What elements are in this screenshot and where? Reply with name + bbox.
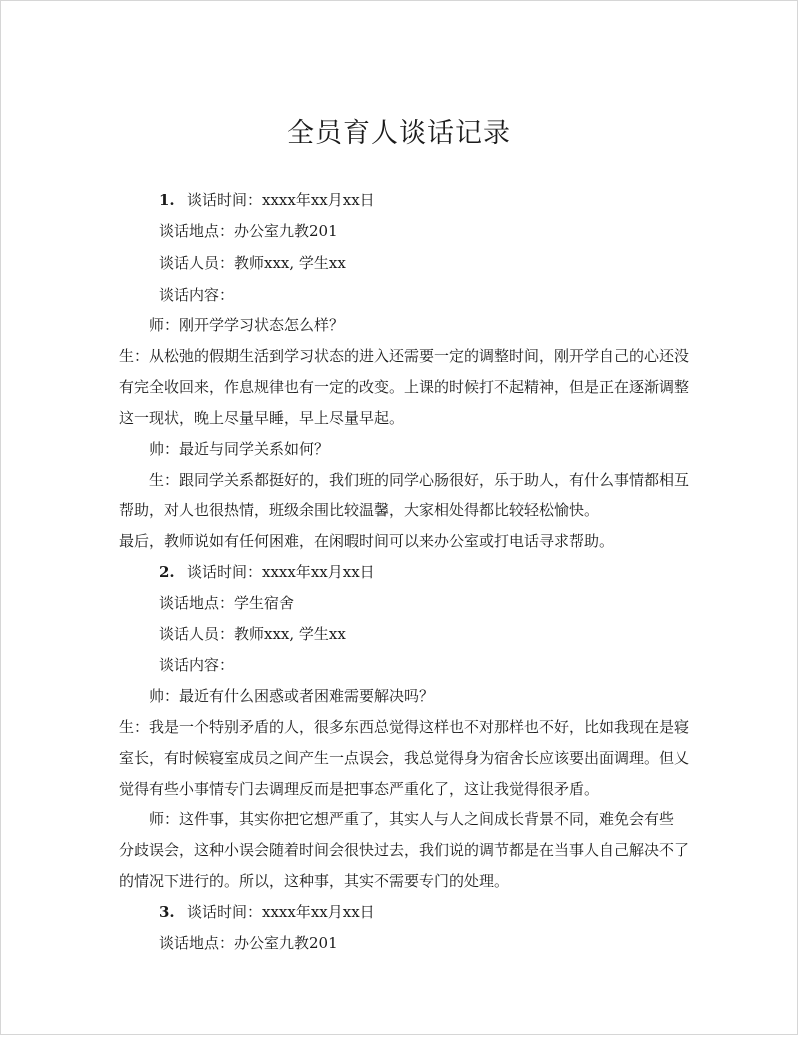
- document-title: 全员育人谈话记录: [287, 118, 511, 149]
- section-1-location: 谈话地点：办公室九教201: [159, 222, 338, 240]
- section-3-time: [159, 902, 375, 922]
- section-number: 2.: [159, 563, 175, 581]
- teacher-reply-line2: 分歧误会，这种小误会随着时间会很快过去，我们说的调节都是在当事人自己解决不了: [119, 841, 690, 859]
- line-text: 谈话时间：xxxx年xx月xx日: [187, 903, 375, 921]
- section-3-location: 谈话地点：办公室九教201: [159, 934, 338, 952]
- section-number: 3.: [159, 903, 175, 921]
- section-1-participants: 谈话人员：教师xxx, 学生xx: [159, 254, 346, 272]
- teacher-question-1: 师：刚开学学习状态怎么样？: [149, 316, 345, 334]
- section-2-time: [159, 562, 375, 582]
- student-answer-3-line2: 室长，有时候寝室成员之间产生一点误会，我总觉得身为宿舍长应该要出面调理。但乂: [119, 749, 690, 767]
- student-answer-1-line2: 有完全收回来，作息规律也有一定的改变。上课的时候打不起精神，但是正在逐渐调整: [119, 378, 690, 396]
- line-text: 谈话时间：xxxx年xx月xx日: [187, 191, 375, 209]
- teacher-question-3: 帅：最近有什么困惑或者困难需要解决吗？: [149, 687, 435, 705]
- section-number: 1.: [159, 191, 175, 209]
- teacher-question-2: 帅：最近与同学关系如何？: [149, 440, 330, 458]
- student-answer-1-line1: 生：从松弛的假期生活到学习状态的进入还需要一定的调整时间，刚开学自己的心还没: [119, 347, 690, 365]
- student-answer-1-line3: 这一现状，晚上尽量早睡，早上尽量早起。: [119, 409, 405, 427]
- section-2-participants: 谈话人员：教师xxx, 学生xx: [159, 625, 346, 643]
- section-2-content-label: 谈话内容：: [159, 656, 235, 674]
- teacher-reply-line1: 师：这件事，其实你把它想严重了，其实人与人之间成长背景不同，难免会有些: [149, 810, 675, 828]
- line-text: 谈话时间：xxxx年xx月xx日: [187, 563, 375, 581]
- student-answer-3-line3: 觉得有些小事情专门去调理反而是把事态严重化了，这让我觉得很矛盾。: [119, 780, 600, 798]
- student-answer-2-line2: 帮助，对人也很热情，班级余围比较温馨，大家相处得都比较轻松愉快。: [119, 501, 600, 519]
- section-2-location: 谈话地点：学生宿舍: [159, 594, 295, 612]
- teacher-reply-line3: 的情况下进行的。所以，这种事，其实不需要专门的处理。: [119, 872, 510, 890]
- student-answer-2-line1: 生：跟同学关系都挺好的，我们班的同学心肠很好，乐于助人，有什么事情都相互: [149, 471, 690, 489]
- section-1-content-label: 谈话内容：: [159, 286, 235, 304]
- closing-note: 最后，教师说如有任何困难，在闲暇时间可以来办公室或打电话寻求帮助。: [119, 532, 615, 550]
- student-answer-3-line1: 生：我是一个特别矛盾的人，很多东西总觉得这样也不对那样也不好，比如我现在是寝: [119, 718, 690, 736]
- section-1-time: [159, 190, 375, 210]
